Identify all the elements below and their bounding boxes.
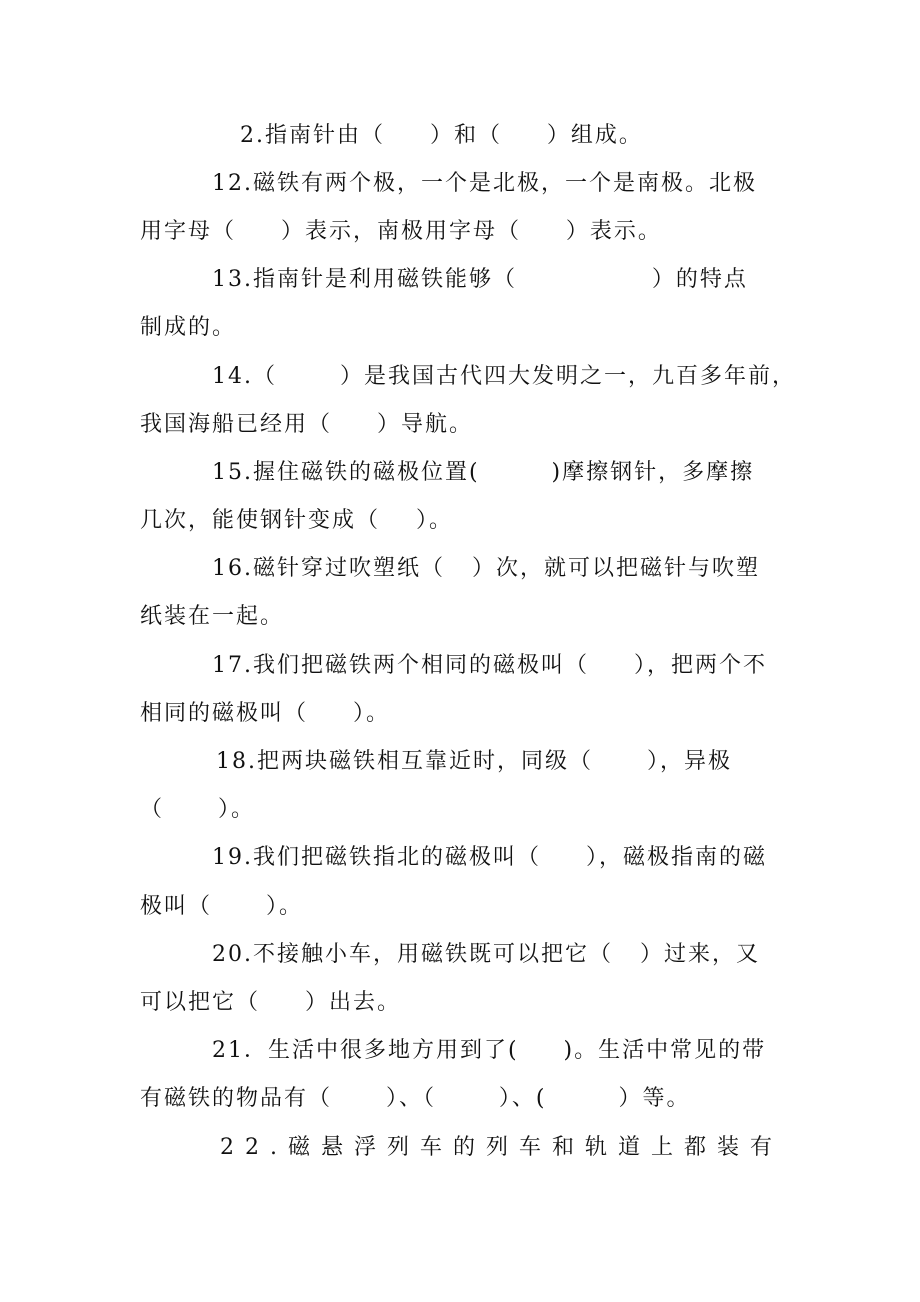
question-14-line-1: 14.（ ）是我国古代四大发明之一，九百多年前， xyxy=(212,364,796,389)
question-21-line-2: 有磁铁的物品有（ ）、（ ）、( ）等。 xyxy=(140,1086,691,1111)
question-13-line-1: 13.指南针是利用磁铁能够（ ）的特点 xyxy=(212,267,748,292)
question-16-line-1: 16.磁针穿过吹塑纸（ ）次，就可以把磁针与吹塑 xyxy=(212,556,760,581)
question-18-line-1: 18.把两块磁铁相互靠近时，同级（ ），异极 xyxy=(216,749,732,774)
question-15-line-2: 几次，能使钢针变成（ ）。 xyxy=(140,508,453,533)
question-17-line-1: 17.我们把磁铁两个相同的磁极叫（ ），把两个不 xyxy=(212,653,767,678)
question-21-line-1: 21．生活中很多地方用到了( )。生活中常见的带 xyxy=(212,1038,767,1063)
question-20-line-1: 20.不接触小车，用磁铁既可以把它（ ）过来，又 xyxy=(212,942,760,967)
question-19-line-2: 极叫（ ）。 xyxy=(140,894,303,919)
question-18-line-2: （ ）。 xyxy=(140,797,255,822)
question-16-line-2: 纸装在一起。 xyxy=(140,604,285,629)
question-19-line-1: 19.我们把磁铁指北的磁极叫（ ），磁极指南的磁 xyxy=(212,845,767,870)
question-20-line-2: 可以把它（ ）出去。 xyxy=(140,990,401,1015)
question-22-line-1: 22.磁悬浮列车的列车和轨道上都装有 xyxy=(220,1135,783,1160)
question-12-line-1: 12.磁铁有两个极，一个是北极，一个是南极。北极 xyxy=(212,171,757,196)
question-13-line-2: 制成的。 xyxy=(140,315,237,340)
question-15-line-1: 15.握住磁铁的磁极位置( )摩擦钢针，多摩擦 xyxy=(212,460,755,485)
question-2: 2.指南针由（ ）和（ ）组成。 xyxy=(240,123,643,148)
question-17-line-2: 相同的磁极叫（ ）。 xyxy=(140,701,390,726)
question-14-line-2: 我国海船已经用（ ）导航。 xyxy=(140,412,473,437)
question-12-line-2: 用字母（ ）表示，南极用字母（ ）表示。 xyxy=(140,219,662,244)
